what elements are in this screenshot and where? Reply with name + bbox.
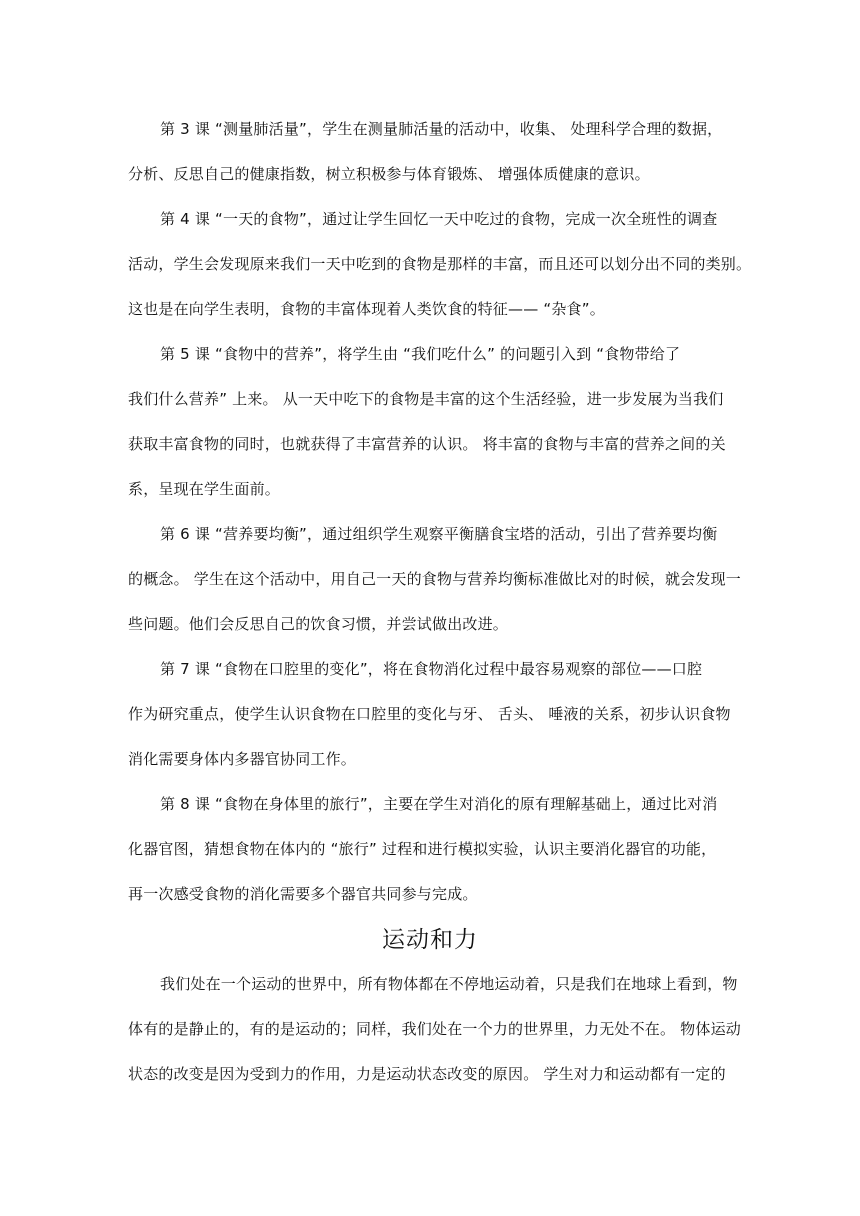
paragraph-line: 再一次感受食物的消化需要多个器官共同参与完成。 (128, 885, 478, 903)
paragraph-line: 体有的是静止的，有的是运动的；同样，我们处在一个力的世界里，力无处不在。 物体运动 (128, 1020, 741, 1038)
paragraph-line: 消化需要身体内多器官协同工作。 (128, 750, 357, 768)
paragraph-line: 化器官图，猜想食物在体内的 “旅行” 过程和进行模拟实验，认识主要消化器官的功能， (128, 840, 717, 858)
paragraph-line: 第 5 课 “食物中的营养”，将学生由 “我们吃什么” 的问题引入到 “食物带给了 (160, 345, 681, 363)
section-heading: 运动和力 (382, 927, 478, 953)
paragraph-line: 我们处在一个运动的世界中，所有物体都在不停地运动着，只是我们在地球上看到，物 (160, 975, 738, 993)
paragraph-line: 第 8 课 “食物在身体里的旅行”，主要在学生对消化的原有理解基础上，通过比对消 (160, 795, 718, 813)
paragraph-line: 我们什么营养” 上来。 从一天中吃下的食物是丰富的这个生活经验，进一步发展为当我们 (128, 390, 724, 408)
paragraph-line: 第 4 课 “一天的食物”，通过让学生回忆一天中吃过的食物，完成一次全班性的调查 (160, 210, 718, 228)
paragraph-line: 活动，学生会发现原来我们一天中吃到的食物是那样的丰富，而且还可以划分出不同的类别。 (128, 255, 752, 273)
paragraph-line: 获取丰富食物的同时，也就获得了丰富营养的认识。 将丰富的食物与丰富的营养之间的关 (128, 435, 726, 453)
paragraph-line: 第 3 课 “测量肺活量”，学生在测量肺活量的活动中，收集、 处理科学合理的数据， (160, 120, 723, 138)
paragraph-line: 分析、反思自己的健康指数，树立积极参与体育锻炼、 增强体质健康的意识。 (128, 165, 650, 183)
paragraph-line: 第 6 课 “营养要均衡”，通过组织学生观察平衡膳食宝塔的活动，引出了营养要均衡 (160, 525, 718, 543)
paragraph-line: 作为研究重点，使学生认识食物在口腔里的变化与牙、 舌头、 唾液的关系，初步认识食物 (128, 705, 731, 723)
paragraph-line: 这也是在向学生表明，食物的丰富体现着人类饮食的特征—— “杂食”。 (128, 300, 605, 318)
paragraph-line: 系，呈现在学生面前。 (128, 480, 281, 498)
paragraph-line: 第 7 课 “食物在口腔里的变化”，将在食物消化过程中最容易观察的部位——口腔 (160, 660, 703, 678)
paragraph-line: 的概念。 学生在这个活动中，用自己一天的食物与营养均衡标准做比对的时候，就会发现一 (128, 570, 741, 588)
paragraph-line: 些问题。他们会反思自己的饮食习惯，并尝试做出改进。 (128, 615, 509, 633)
paragraph-line: 状态的改变是因为受到力的作用，力是运动状态改变的原因。 学生对力和运动都有一定的 (128, 1065, 726, 1083)
